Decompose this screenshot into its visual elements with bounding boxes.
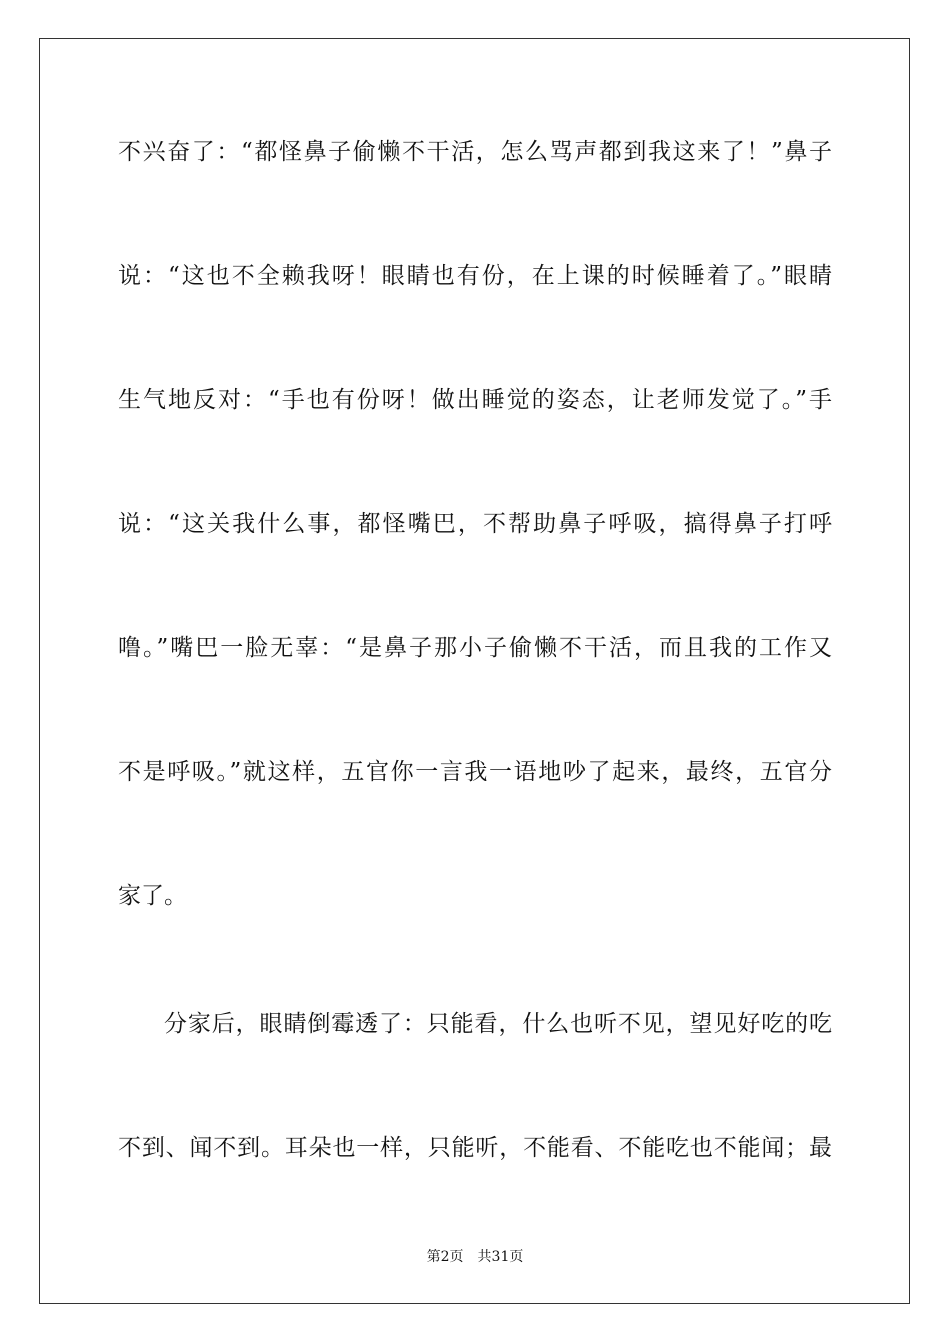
text-line: 不到、闻不到。耳朵也一样，只能听，不能看、不能吃也不能闻；最 [118, 1135, 832, 1161]
text-line: 说：“这也不全赖我呀！眼睛也有份，在上课的时候睡着了。”眼睛 [118, 263, 832, 289]
page-footer [0, 1248, 950, 1266]
text-line-indented: 分家后，眼睛倒霉透了：只能看，什么也听不见，望见好吃的吃 [164, 1011, 832, 1037]
page-number: 第2页 [426, 1249, 464, 1265]
text-line: 家了。 [118, 883, 187, 909]
page-border [39, 38, 910, 1304]
text-line: 不兴奋了：“都怪鼻子偷懒不干活，怎么骂声都到我这来了！”鼻子 [118, 139, 832, 165]
total-pages: 共31页 [477, 1249, 524, 1265]
text-line: 生气地反对：“手也有份呀！做出睡觉的姿态，让老师发觉了。”手 [118, 387, 832, 413]
text-line: 不是呼吸。”就这样，五官你一言我一语地吵了起来，最终，五官分 [118, 759, 832, 785]
text-line: 噜。”嘴巴一脸无辜：“是鼻子那小子偷懒不干活，而且我的工作又 [118, 635, 832, 661]
text-line: 说：“这关我什么事，都怪嘴巴，不帮助鼻子呼吸，搞得鼻子打呼 [118, 511, 832, 537]
